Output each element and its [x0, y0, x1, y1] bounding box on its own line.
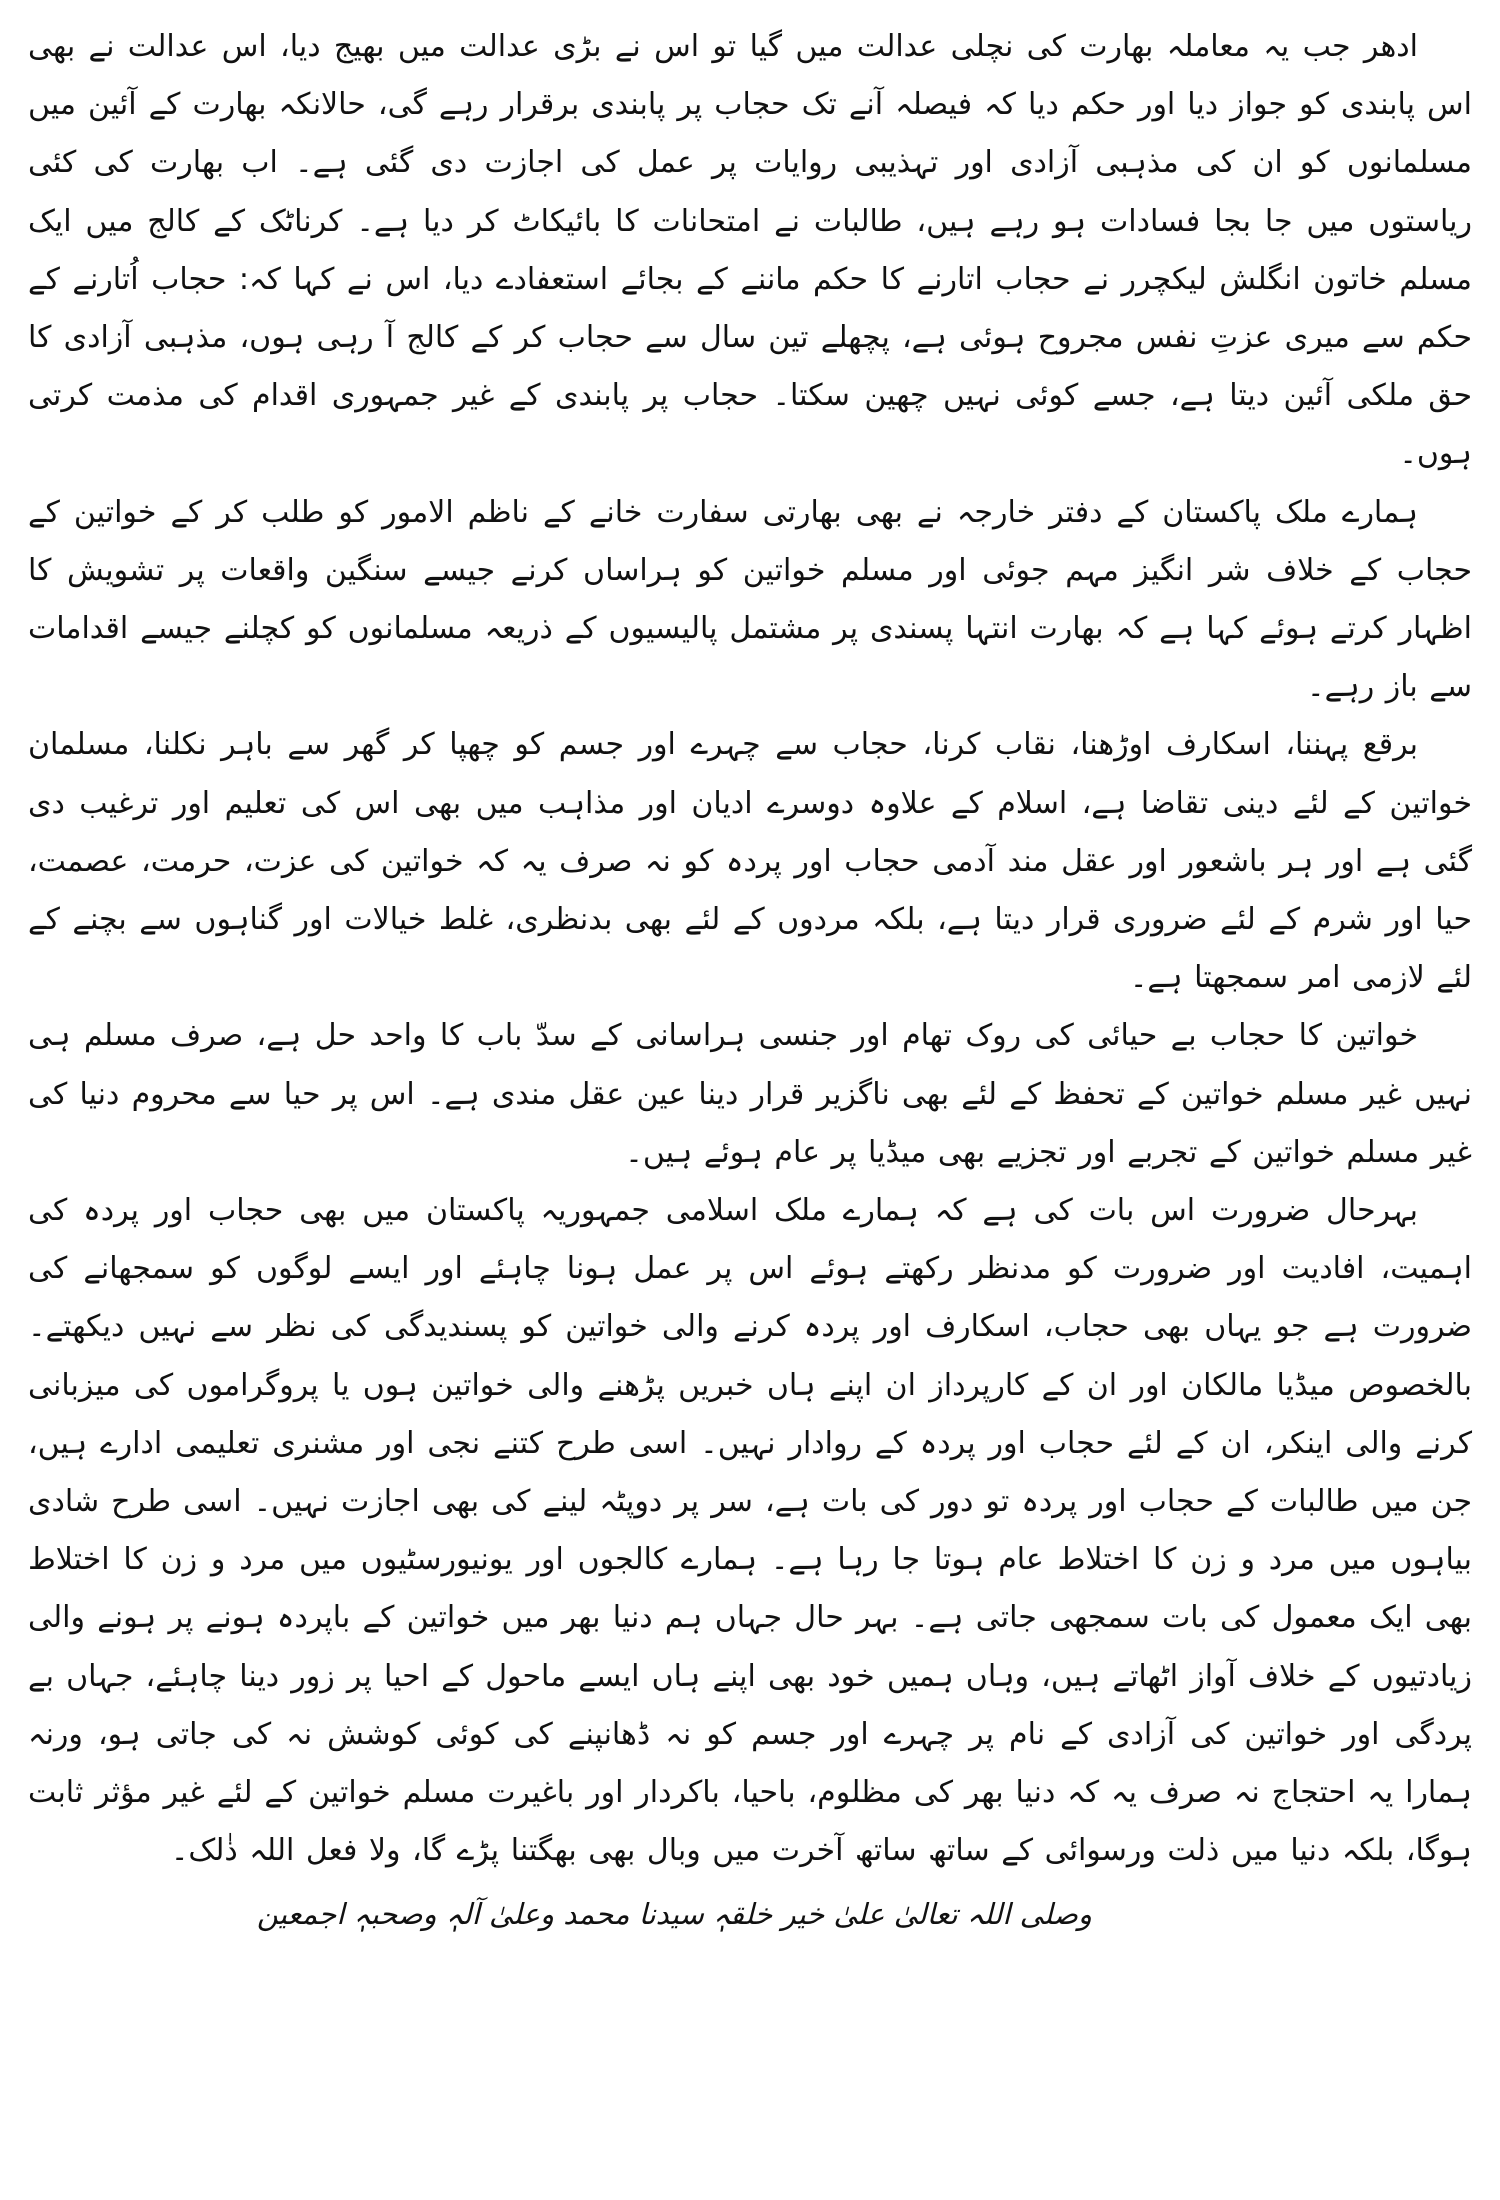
paragraph-court-ruling: ادھر جب یہ معاملہ بھارت کی نچلی عدالت میں گیا تو اس نے بڑی عدالت میں بھیج دیا، اس عدالت نے بھی اس پابندی کو جواز دیا اور حکم دیا کہ فیصلہ آنے تک حجاب پر پابندی برقرار رہے گی، حالانکہ بھارت کے آئین میں مسلمانوں کو ان کی مذہبی آزادی اور تہذیبی روایات پر عمل کی اجازت دی گئی ہے۔ اب بھارت کی کئی ریاستوں میں جا بجا فسادات ہو رہے ہیں، طالبات نے امتحانات کا بائیکاٹ کر دیا ہے۔ کرناٹک کے کالج میں ایک مسلم خاتون انگلش لیکچرر نے حجاب اتارنے کا حکم ماننے کے بجائے استعفادے دیا، اس نے کہا کہ: حجاب اُتارنے کے حکم سے میری عزتِ نفس مجروح ہوئی ہے، پچھلے تین سال سے حجاب کر کے کالج آ رہی ہوں، مذہبی آزادی کا حق ملکی آئین دیتا ہے، جسے کوئی نہیں چھین سکتا۔ حجاب پر پابندی کے غیر جمہوری اقدام کی مذمت کرتی ہوں۔ [28, 29, 1472, 472]
paragraph-protection: خواتین کا حجاب بے حیائی کی روک تھام اور جنسی ہراسانی کے سدّ باب کا واحد حل ہے، صرف مسلم ہی نہیں غیر مسلم خواتین کے تحفظ کے لئے بھی ناگزیر قرار دینا عین عقل مندی ہے۔ اس پر حیا سے محروم دنیا کی غیر مسلم خواتین کے تجربے اور تجزیے بھی میڈیا پر عام ہوئے ہیں۔ [28, 1018, 1472, 1170]
closing-salutation: وصلی اللہ تعالیٰ علیٰ خیر خلقہٖ سیدنا محمد وعلیٰ آلہٖ وصحبہٖ اجمعین [256, 1896, 1092, 1931]
paragraph-conclusion: بہرحال ضرورت اس بات کی ہے کہ ہمارے ملک اسلامی جمہوریہ پاکستان میں بھی حجاب اور پردہ کی اہمیت، افادیت اور ضرورت کو مدنظر رکھتے ہوئے اس پر عمل ہونا چاہئے اور ایسے لوگوں کو سمجھانے کی ضرورت ہے جو یہاں بھی حجاب، اسکارف اور پردہ کرنے والی خواتین کو پسندیدگی کی نظر سے نہیں دیکھتے۔ بالخصوص میڈیا مالکان اور ان کے کارپرداز ان اپنے ہاں خبریں پڑھنے والی خواتین ہوں یا پروگراموں کی میزبانی کرنے والی اینکر، ان کے لئے حجاب اور پردہ کے روادار نہیں۔ اسی طرح کتنے نجی اور مشنری تعلیمی ادارے ہیں، جن میں طالبات کے حجاب اور پردہ تو دور کی بات ہے، سر پر دوپٹہ لینے کی بھی اجازت نہیں۔ اسی طرح شادی بیاہوں میں مرد و زن کا اختلاط عام ہوتا جا رہا ہے۔ ہمارے کالجوں اور یونیورسٹیوں میں مرد و زن کا اختلاط بھی ایک معمول کی بات سمجھی جاتی ہے۔ بہر حال جہاں ہم دنیا بھر میں خواتین کے باپردہ ہونے پر ہونے والی زیادتیوں کے خلاف آواز اٹھاتے ہیں، وہاں ہمیں خود بھی اپنے ہاں ایسے ماحول کے احیا پر زور دینا چاہئے، جہاں بے پردگی اور خواتین کی آزادی کے نام پر چہرے اور جسم کو نہ ڈھانپنے کی کوئی کوشش نہ کی جاتی ہو، ورنہ ہمارا یہ احتجاج نہ صرف یہ کہ دنیا بھر کی مظلوم، باحیا، باکردار اور باغیرت مسلم خواتین کے لئے غیر مؤثر ثابت ہوگا، بلکہ دنیا میں ذلت ورسوائی کے ساتھ ساتھ آخرت میں وبال بھی بھگتنا پڑے گا، ولا فعل اللہ ذٰلک۔ [28, 1193, 1472, 1869]
paragraph-foreign-office: ہمارے ملک پاکستان کے دفتر خارجہ نے بھی بھارتی سفارت خانے کے ناظم الامور کو طلب کر کے خواتین کے حجاب کے خلاف شر انگیز مہم جوئی اور مسلم خواتین کو ہراساں کرنے جیسے سنگین واقعات پر تشویش کا اظہار کرتے ہوئے کہا ہے کہ بھارت انتہا پسندی پر مشتمل پالیسیوں کے ذریعہ مسلمانوں کو کچلنے جیسے اقدامات سے باز رہے۔ [28, 494, 1472, 705]
paragraph-religious-requirement: برقع پہننا، اسکارف اوڑھنا، نقاب کرنا، حجاب سے چہرے اور جسم کو چھپا کر گھر سے باہر نکلنا، مسلمان خواتین کے لئے دینی تقاضا ہے، اسلام کے علاوہ دوسرے ادیان اور مذاہب میں بھی اس کی تعلیم اور ترغیب دی گئی ہے اور ہر باشعور اور عقل مند آدمی حجاب اور پردہ کو نہ صرف یہ کہ خواتین کی عزت، حرمت، عصمت، حیا اور شرم کے لئے ضروری قرار دیتا ہے، بلکہ مردوں کے لئے بھی بدنظری، غلط خیالات اور گناہوں سے بچنے کے لئے لازمی امر سمجھتا ہے۔ [28, 727, 1472, 996]
article-body [28, 18, 1472, 1881]
